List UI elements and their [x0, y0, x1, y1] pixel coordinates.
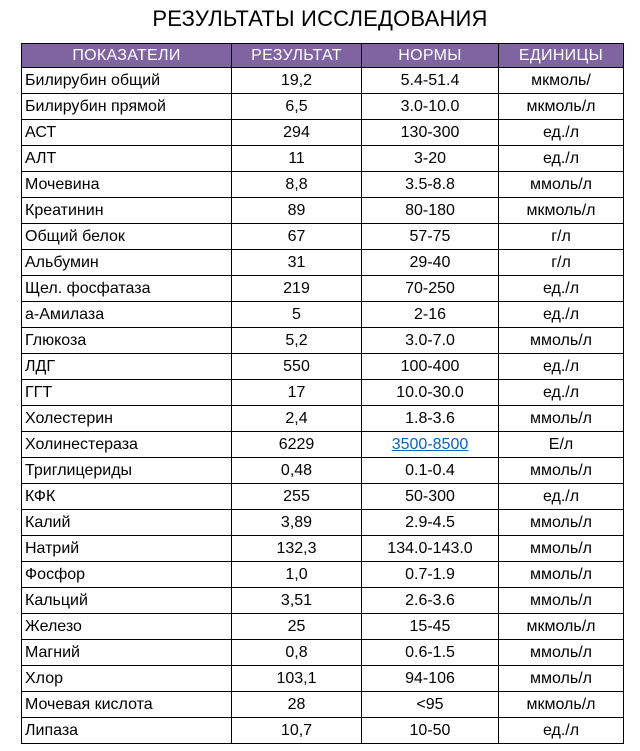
cell-unit: ммоль/л [499, 640, 624, 666]
cell-unit: ммоль/л [499, 536, 624, 562]
cell-result-value: 1,0 [232, 562, 362, 588]
cell-result-value: 8,8 [232, 172, 362, 198]
cell-indicator-name: Общий белок [22, 224, 232, 250]
cell-result-value: 31 [232, 250, 362, 276]
cell-result-value: 10,7 [232, 718, 362, 744]
cell-indicator-name: Хлор [22, 666, 232, 692]
cell-unit: ед./л [499, 354, 624, 380]
table-row [22, 666, 624, 692]
cell-unit: ед./л [499, 380, 624, 406]
cell-result-value: 0,48 [232, 458, 362, 484]
cell-norm-range: 80-180 [362, 198, 499, 224]
cell-norm-range: 1.8-3.6 [362, 406, 499, 432]
results-table-body [22, 68, 624, 744]
cell-result-value: 219 [232, 276, 362, 302]
cell-norm-range: 94-106 [362, 666, 499, 692]
table-row [22, 328, 624, 354]
cell-result-value: 6229 [232, 432, 362, 458]
cell-unit: мкмоль/ [499, 68, 624, 94]
cell-indicator-name: Мочевина [22, 172, 232, 198]
cell-norm-range: 100-400 [362, 354, 499, 380]
cell-norm-range: 29-40 [362, 250, 499, 276]
cell-norm-range: 5.4-51.4 [362, 68, 499, 94]
cell-result-value: 3,51 [232, 588, 362, 614]
cell-indicator-name: Липаза [22, 718, 232, 744]
cell-norm-range: 10.0-30.0 [362, 380, 499, 406]
cell-unit: ммоль/л [499, 458, 624, 484]
cell-norm-range: 3.0-10.0 [362, 94, 499, 120]
table-row [22, 224, 624, 250]
cell-unit: ед./л [499, 718, 624, 744]
cell-indicator-name: Щел. фосфатаза [22, 276, 232, 302]
table-row [22, 94, 624, 120]
cell-indicator-name: Мочевая кислота [22, 692, 232, 718]
table-row [22, 718, 624, 744]
cell-norm-range: 0.7-1.9 [362, 562, 499, 588]
cell-result-value: 89 [232, 198, 362, 224]
cell-indicator-name: Креатинин [22, 198, 232, 224]
cell-indicator-name: АЛТ [22, 146, 232, 172]
table-row [22, 536, 624, 562]
cell-norm-range [362, 432, 499, 458]
cell-result-value: 3,89 [232, 510, 362, 536]
cell-norm-range: 50-300 [362, 484, 499, 510]
cell-norm-range: 134.0-143.0 [362, 536, 499, 562]
cell-indicator-name: Фосфор [22, 562, 232, 588]
cell-result-value: 19,2 [232, 68, 362, 94]
cell-indicator-name: Железо [22, 614, 232, 640]
cell-indicator-name: ГГТ [22, 380, 232, 406]
table-row [22, 484, 624, 510]
cell-indicator-name: АСТ [22, 120, 232, 146]
cell-unit: ммоль/л [499, 588, 624, 614]
cell-indicator-name: ЛДГ [22, 354, 232, 380]
cell-unit: ммоль/л [499, 562, 624, 588]
cell-unit: ммоль/л [499, 172, 624, 198]
cell-result-value: 2,4 [232, 406, 362, 432]
cell-indicator-name: Калий [22, 510, 232, 536]
cell-norm-range: <95 [362, 692, 499, 718]
table-row [22, 406, 624, 432]
cell-indicator-name: Билирубин общий [22, 68, 232, 94]
cell-norm-range: 3-20 [362, 146, 499, 172]
cell-unit: мкмоль/л [499, 614, 624, 640]
cell-unit: мкмоль/л [499, 198, 624, 224]
cell-result-value: 132,3 [232, 536, 362, 562]
results-table [21, 43, 624, 744]
cell-norm-range: 130-300 [362, 120, 499, 146]
cell-result-value: 550 [232, 354, 362, 380]
cell-unit: мкмоль/л [499, 692, 624, 718]
cell-norm-range: 70-250 [362, 276, 499, 302]
cell-result-value: 67 [232, 224, 362, 250]
cell-result-value: 294 [232, 120, 362, 146]
cell-result-value: 11 [232, 146, 362, 172]
table-row [22, 614, 624, 640]
column-header-norms: НОРМЫ [362, 44, 499, 68]
cell-unit: Е/л [499, 432, 624, 458]
cell-unit: ед./л [499, 276, 624, 302]
cell-result-value: 5 [232, 302, 362, 328]
table-row [22, 640, 624, 666]
column-header-indicator: ПОКАЗАТЕЛИ [22, 44, 232, 68]
cell-result-value: 0,8 [232, 640, 362, 666]
table-row [22, 250, 624, 276]
table-row [22, 562, 624, 588]
table-row [22, 432, 624, 458]
cell-norm-range: 0.6-1.5 [362, 640, 499, 666]
cell-indicator-name: Магний [22, 640, 232, 666]
cell-indicator-name: Кальций [22, 588, 232, 614]
cell-unit: мкмоль/л [499, 94, 624, 120]
cell-unit: г/л [499, 250, 624, 276]
cell-indicator-name: Билирубин прямой [22, 94, 232, 120]
table-row [22, 276, 624, 302]
cell-unit: ед./л [499, 302, 624, 328]
cell-norm-range: 2-16 [362, 302, 499, 328]
cell-unit: ед./л [499, 146, 624, 172]
cell-unit: ммоль/л [499, 510, 624, 536]
table-header-row [22, 44, 624, 68]
table-row [22, 354, 624, 380]
cell-unit: ед./л [499, 120, 624, 146]
cell-unit: г/л [499, 224, 624, 250]
cell-indicator-name: а-Амилаза [22, 302, 232, 328]
cell-result-value: 28 [232, 692, 362, 718]
cell-indicator-name: Глюкоза [22, 328, 232, 354]
table-row [22, 198, 624, 224]
cell-unit: ммоль/л [499, 666, 624, 692]
cell-result-value: 5,2 [232, 328, 362, 354]
table-row [22, 68, 624, 94]
cell-indicator-name: Альбумин [22, 250, 232, 276]
cell-norm-range: 57-75 [362, 224, 499, 250]
table-row [22, 692, 624, 718]
cell-result-value: 255 [232, 484, 362, 510]
table-row [22, 380, 624, 406]
cell-unit: ед./л [499, 484, 624, 510]
cell-norm-range: 15-45 [362, 614, 499, 640]
cell-norm-range: 2.9-4.5 [362, 510, 499, 536]
table-row [22, 588, 624, 614]
table-row [22, 172, 624, 198]
table-row [22, 510, 624, 536]
cell-norm-range: 0.1-0.4 [362, 458, 499, 484]
cell-unit: ммоль/л [499, 328, 624, 354]
cell-indicator-name: Холестерин [22, 406, 232, 432]
table-row [22, 458, 624, 484]
table-row [22, 120, 624, 146]
cell-result-value: 25 [232, 614, 362, 640]
cell-indicator-name: Натрий [22, 536, 232, 562]
page-title: РЕЗУЛЬТАТЫ ИССЛЕДОВАНИЯ [152, 6, 488, 31]
cell-norm-range: 3.5-8.8 [362, 172, 499, 198]
cell-indicator-name: Триглицериды [22, 458, 232, 484]
cell-indicator-name: КФК [22, 484, 232, 510]
cell-result-value: 17 [232, 380, 362, 406]
cell-result-value: 103,1 [232, 666, 362, 692]
norm-range-link[interactable]: 3500-8500 [391, 435, 469, 453]
column-header-result: РЕЗУЛЬТАТ [232, 44, 362, 68]
cell-norm-range: 3.0-7.0 [362, 328, 499, 354]
cell-norm-range: 10-50 [362, 718, 499, 744]
cell-unit: ммоль/л [499, 406, 624, 432]
table-row [22, 302, 624, 328]
table-row [22, 146, 624, 172]
cell-result-value: 6,5 [232, 94, 362, 120]
column-header-units: ЕДИНИЦЫ [499, 44, 624, 68]
cell-norm-range: 2.6-3.6 [362, 588, 499, 614]
cell-indicator-name: Холинестераза [22, 432, 232, 458]
